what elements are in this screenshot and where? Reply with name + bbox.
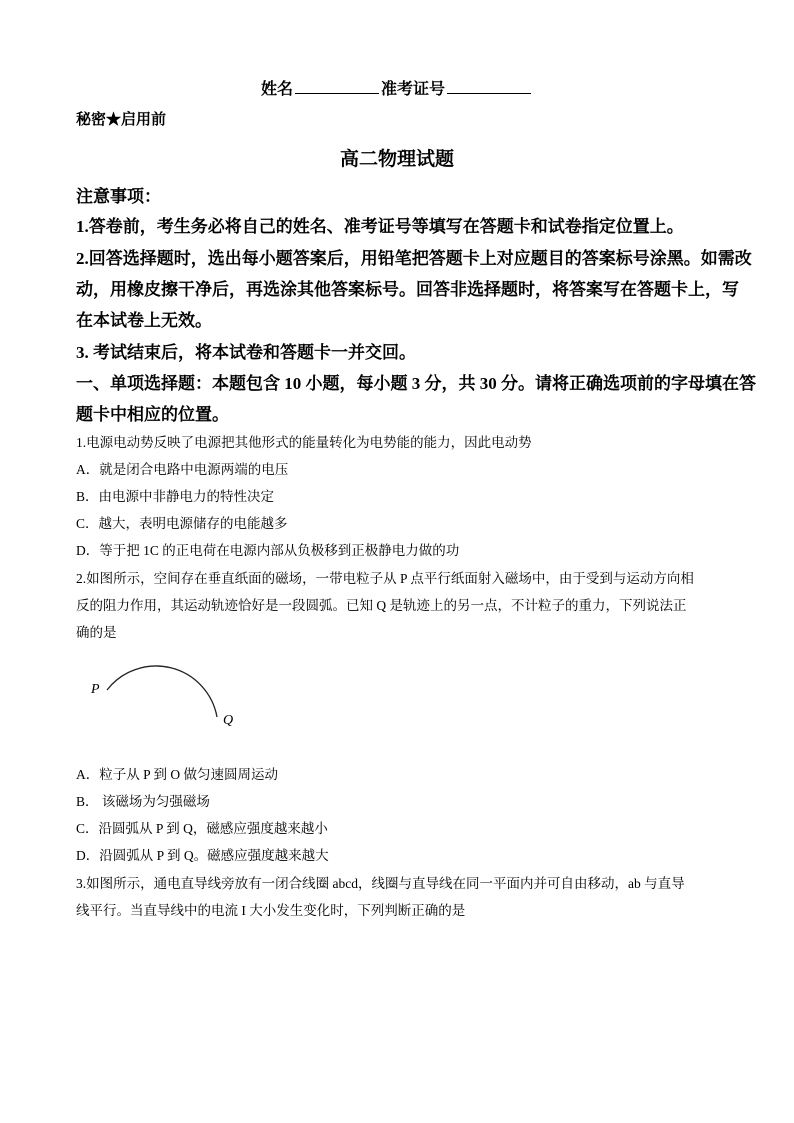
q2-option-a: A．粒子从 P 到 O 做匀速圆周运动 bbox=[76, 767, 279, 782]
notice-heading: 注意事项： bbox=[76, 187, 161, 206]
exam-id-blank bbox=[447, 79, 531, 94]
section-1-line-2: 题卡中相应的位置。 bbox=[76, 405, 229, 424]
q3-stem-line-2: 线平行。当直导线中的电流 I 大小发生变化时，下列判断正确的是 bbox=[76, 903, 466, 918]
notice-item-2-line-3: 在本试卷上无效。 bbox=[76, 311, 212, 330]
q2-option-c: C．沿圆弧从 P 到 Q，磁感应强度越来越小 bbox=[76, 821, 328, 836]
notice-item-3: 3. 考试结束后，将本试卷和答题卡一并交回。 bbox=[76, 343, 416, 362]
trajectory-arc-figure bbox=[86, 660, 246, 740]
q2-stem-line-3: 确的是 bbox=[76, 625, 117, 640]
q2-option-d: D．沿圆弧从 P 到 Q。磁感应强度越来越大 bbox=[76, 848, 329, 863]
header-fields bbox=[0, 76, 794, 99]
q1-option-c: C．越大，表明电源储存的电能越多 bbox=[76, 516, 288, 531]
q2-stem-line-1: 2.如图所示，空间存在垂直纸面的磁场，一带电粒子从 P 点平行纸面射入磁场中，由于受到与运动方向相 bbox=[76, 571, 694, 586]
q1-option-a: A．就是闭合电路中电源两端的电压 bbox=[76, 462, 289, 477]
point-p-label: P bbox=[91, 682, 100, 697]
name-label: 姓名 bbox=[260, 81, 293, 98]
notice-item-1: 1.答卷前，考生务必将自己的姓名、准考证号等填写在答题卡和试卷指定位置上。 bbox=[76, 217, 684, 236]
section-1-line-1: 一、单项选择题：本题包含 10 小题，每小题 3 分，共 30 分。请将正确选项前的字母填在答 bbox=[76, 374, 756, 393]
q3-stem-line-1: 3.如图所示，通电直导线旁放有一闭合线圈 abcd，线圈与直导线在同一平面内并可自由移动，ab 与直导 bbox=[76, 876, 685, 891]
notice-item-2-line-2: 动，用橡皮擦干净后，再选涂其他答案标号。回答非选择题时，将答案写在答题卡上，写 bbox=[76, 280, 739, 299]
point-q-label: Q bbox=[223, 713, 234, 728]
confidential-mark: 秘密★启用前 bbox=[76, 112, 167, 128]
exam-id-label: 准考证号 bbox=[381, 81, 446, 98]
name-blank bbox=[295, 79, 379, 94]
q2-stem-line-2: 反的阻力作用，其运动轨迹恰好是一段圆弧。已知 Q 是轨迹上的另一点，不计粒子的重力，下列说法正 bbox=[76, 598, 687, 613]
q1-option-b: B．由电源中非静电力的特性决定 bbox=[76, 489, 275, 504]
page-title: 高二物理试题 bbox=[339, 149, 454, 170]
q2-option-b: B． 该磁场为匀强磁场 bbox=[76, 794, 210, 809]
q1-stem: 1.电源电动势反映了电源把其他形式的能量转化为电势能的能力，因此电动势 bbox=[76, 435, 532, 450]
notice-item-2-line-1: 2.回答选择题时，选出每小题答案后，用铅笔把答题卡上对应题目的答案标号涂黑。如需改 bbox=[76, 249, 752, 268]
q1-option-d: D．等于把 1C 的正电荷在电源内部从负极移到正极静电力做的功 bbox=[76, 543, 460, 558]
trajectory-arc bbox=[107, 666, 217, 717]
